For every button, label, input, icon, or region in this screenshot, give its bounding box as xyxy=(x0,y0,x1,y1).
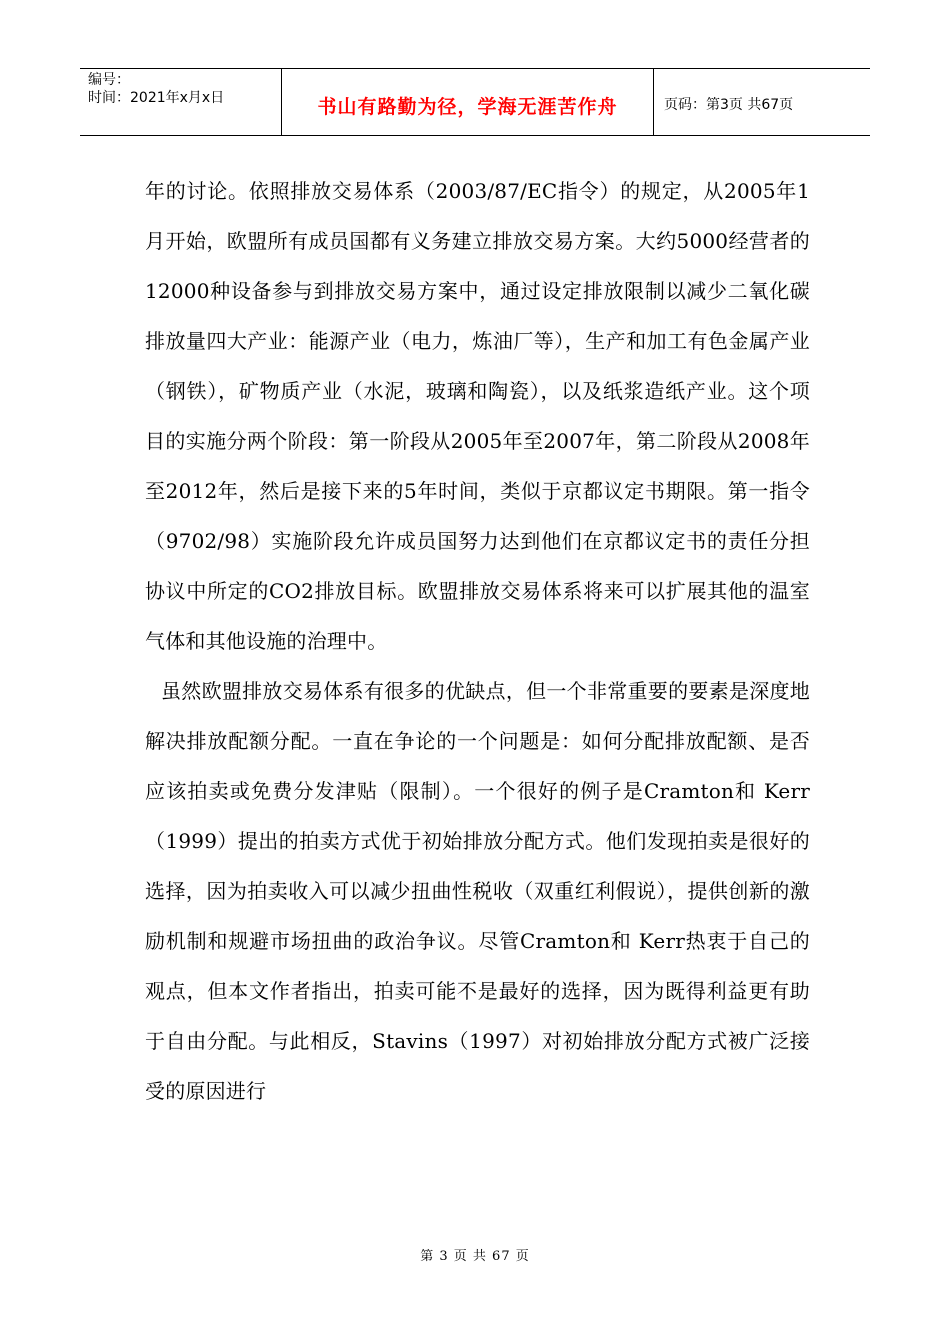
header-meta xyxy=(80,69,282,135)
paragraph: 虽然欧盟排放交易体系有很多的优缺点，但一个非常重要的要素是深度地解决排放配额分配。一直在争论的一个问题是：如何分配排放配额、是否应该拍卖或免费分发津贴（限制）。一个很好的例子是Cramton和 Kerr（1999）提出的拍卖方式优于初始排放分配方式。他们发现拍卖是很好的选择，因为拍卖收入可以减少扭曲性税收（双重红利假说），提供创新的激励机制和规避市场扭曲的政治争议。尽管Cramton和 Kerr热衷于自己的观点，但本文作者指出，拍卖可能不是最好的选择，因为既得利益更有助于自由分配。与此相反，Stavins（1997）对初始排放分配方式被广泛接受的原因进行 xyxy=(145,679,810,1103)
paragraph: 年的讨论。依照排放交易体系（2003/87/EC指令）的规定，从2005年1月开始，欧盟所有成员国都有义务建立排放交易方案。大约5000经营者的12000种设备参与到排放交易方案中，通过设定排放限制以减少二氧化碳排放量四大产业：能源产业（电力，炼油厂等），生产和加工有色金属产业（钢铁），矿物质产业（水泥，玻璃和陶瓷），以及纸浆造纸产业。这个项目的实施分两个阶段：第一阶段从2005年至2007年，第二阶段从2008年至2012年，然后是接下来的5年时间，类似于京都议定书期限。第一指令（9702/98）实施阶段允许成员国努力达到他们在京都议定书的责任分担协议中所定的CO2排放目标。欧盟排放交易体系将来可以扩展其他的温室气体和其他设施的治理中。 xyxy=(145,179,810,653)
document-body xyxy=(145,166,810,1116)
header-motto-cell xyxy=(282,69,654,135)
page-footer: 第 3 页 共 67 页 xyxy=(420,1249,530,1264)
document-number-label: 编号： xyxy=(88,72,130,88)
header-motto: 书山有路勤为径，学海无涯苦作舟 xyxy=(317,95,618,118)
page-header xyxy=(80,68,870,136)
header-page-cell xyxy=(654,69,870,135)
header-page-info: 页码：第3页 共67页 xyxy=(664,97,794,113)
document-date: 时间：2021年x月x日 xyxy=(88,90,225,106)
